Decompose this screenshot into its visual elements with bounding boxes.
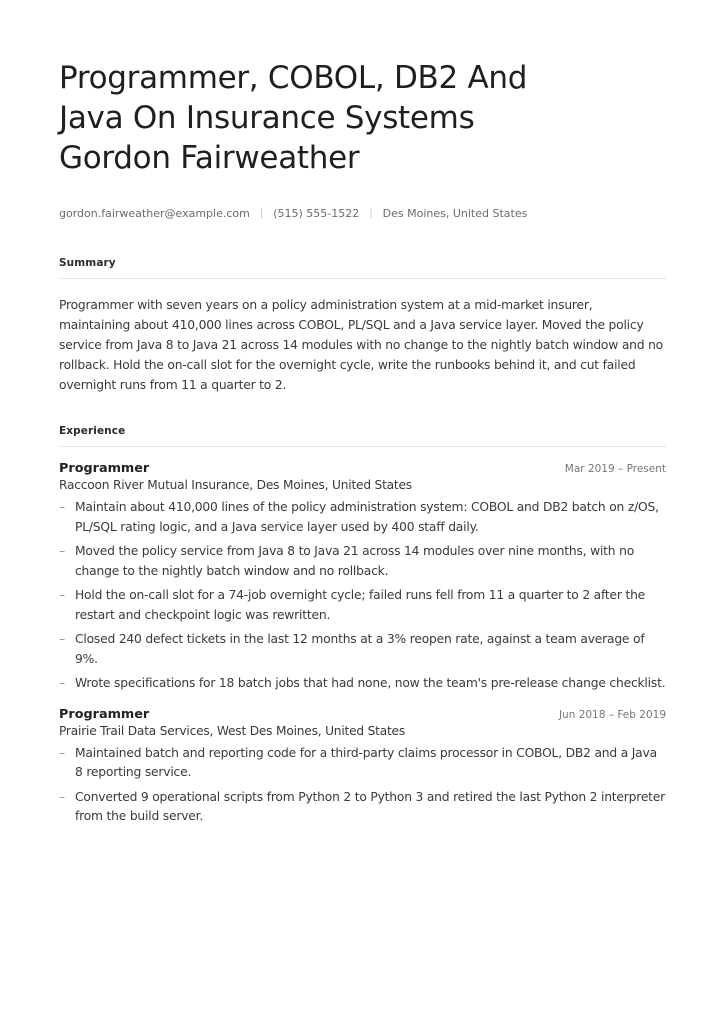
summary-text: Programmer with seven years on a policy administration system at a mid-market insurer, maintaining about 410,000 lines across COBOL, PL/SQL and a Java service layer. Moved the policy service from Java 8 to Java 21 across 14 modules with no change to the nightly batch window and no rollback. Hold the on-call slot for the overnight cycle, write the runbooks behind it, and cut failed overnight runs from 11 a quarter to 2. (59, 298, 663, 392)
bullet-text: Moved the policy service from Java 8 to Java 21 across 14 modules over nine months, with no change to the nightly batch window and no rollback. (75, 544, 635, 578)
job-dates: Jun 2018 – Feb 2019 (558, 708, 666, 721)
bullet-item (59, 498, 666, 537)
job-title: Programmer (59, 706, 150, 722)
experience-list (59, 461, 666, 827)
bullet-dash-icon: – (59, 632, 65, 646)
resume-page (59, 58, 666, 832)
bullet-item (59, 630, 666, 669)
bullet-item (59, 674, 666, 694)
bullet-text: Converted 9 operational scripts from Python 2 to Python 3 and retired the last Python 2 interpreter from the build server. (75, 789, 666, 823)
contact-phone: (515) 555-1522 (273, 206, 360, 220)
experience-heading: Experience (59, 425, 666, 447)
bullet-dash-icon: – (59, 544, 65, 558)
job-bullets (59, 744, 666, 827)
bullet-text: Closed 240 defect tickets in the last 12 months at a 3% reopen rate, against a team average of 9%. (75, 632, 645, 666)
summary-heading: Summary (59, 257, 666, 279)
job-title: Programmer (59, 461, 150, 476)
contact-email: gordon.fairweather@example.com (59, 206, 250, 220)
bullet-text: Hold the on-call slot for a 74-job overnight cycle; failed runs fell from 11 a quarter to 2 after the restart and checkpoint logic was rewritten. (75, 588, 646, 622)
job-entry (59, 707, 666, 827)
bullet-text: Maintained batch and reporting code for a third-party claims processor in COBOL, DB2 and a Java 8 reporting service. (75, 745, 657, 779)
bullet-item (59, 542, 666, 581)
job-bullets (59, 498, 666, 694)
contact-separator: | (259, 207, 264, 219)
contact-line (59, 205, 666, 221)
bullet-item (59, 788, 666, 827)
title-line: Java On Insurance Systems (59, 100, 475, 136)
contact-separator: | (369, 207, 373, 219)
bullet-item (59, 586, 666, 625)
bullet-dash-icon: – (59, 500, 65, 514)
bullet-text: Wrote specifications for 18 batch jobs that had none, now the team's pre-release change checklist. (75, 676, 666, 690)
job-company: Raccoon River Mutual Insurance, Des Moines, United States (59, 478, 412, 492)
candidate-name: Gordon Fairweather (59, 140, 360, 176)
job-company: Prairie Trail Data Services, West Des Moines, United States (59, 723, 406, 738)
bullet-dash-icon: – (59, 588, 65, 602)
job-entry (59, 461, 666, 694)
bullet-text: Maintain about 410,000 lines of the policy administration system: COBOL and DB2 batch on z/OS, PL/SQL rating logic, and a Java service layer used by 400 staff daily. (75, 500, 659, 534)
bullet-dash-icon: – (59, 789, 65, 804)
job-header (59, 461, 666, 476)
page-title (59, 58, 666, 178)
bullet-dash-icon: – (59, 745, 65, 760)
job-header (59, 707, 666, 722)
job-dates: Mar 2019 – Present (564, 463, 666, 475)
title-line: Programmer, COBOL, DB2 And (59, 60, 528, 96)
bullet-dash-icon: – (59, 676, 65, 690)
bullet-item (59, 744, 666, 783)
contact-location: Des Moines, United States (382, 206, 528, 220)
